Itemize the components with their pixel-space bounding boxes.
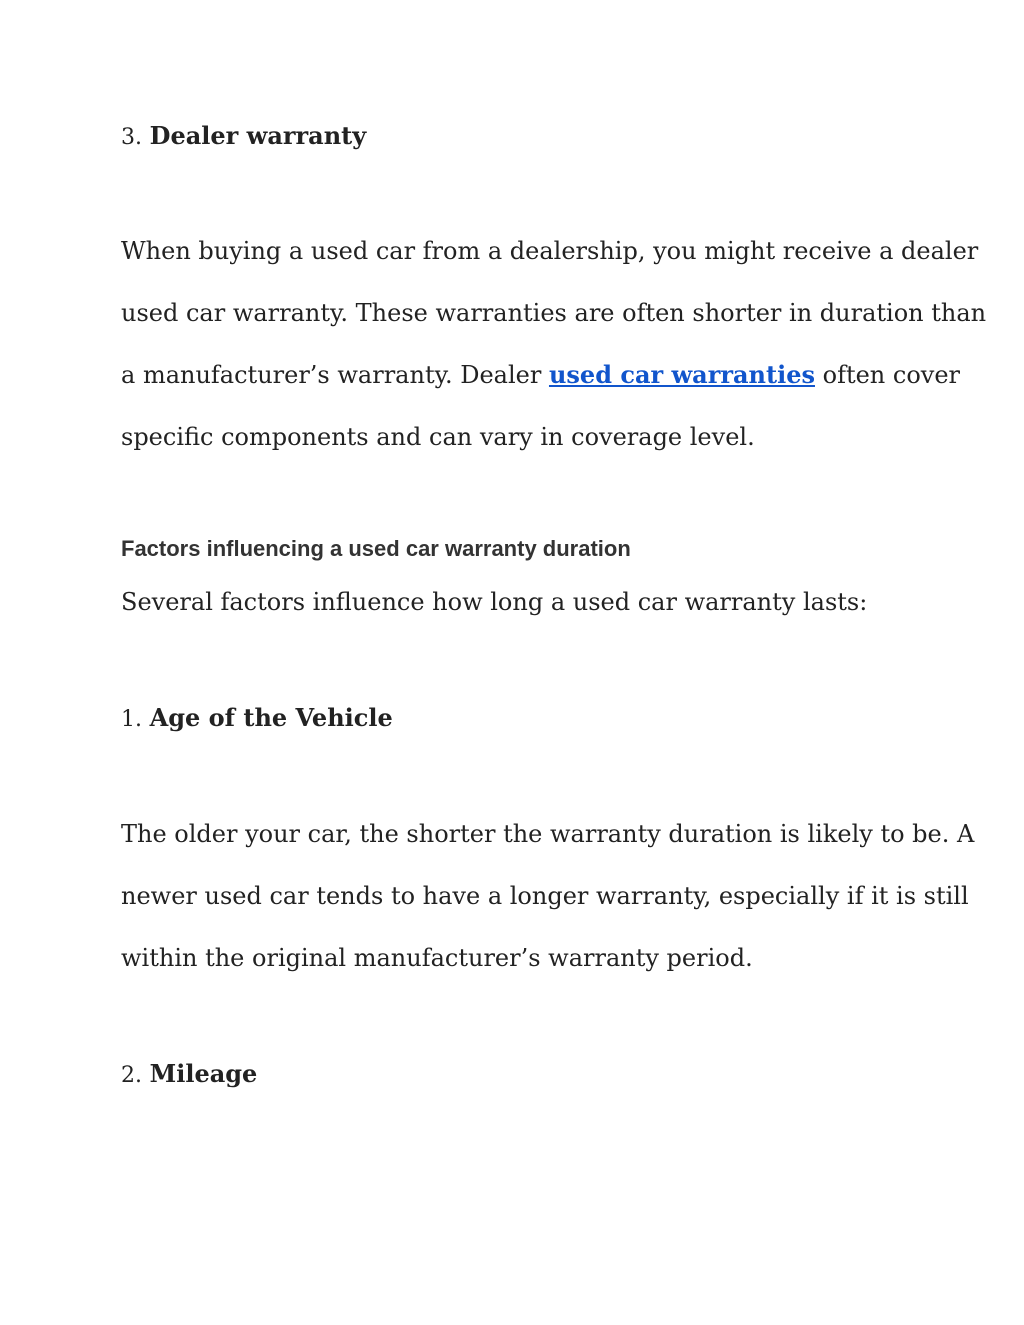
factor-2-number: 2. bbox=[121, 1063, 142, 1088]
factor-1-heading bbox=[121, 703, 393, 735]
paragraph-line: The older your car, the shorter the warranty duration is likely to be. A bbox=[121, 820, 975, 848]
used-car-warranties-link[interactable]: used car warranties bbox=[548, 360, 815, 389]
section-3-heading bbox=[121, 121, 366, 153]
factors-intro: Several factors influence how long a used car warranty lasts: bbox=[121, 588, 868, 616]
section-3-title: Dealer warranty bbox=[149, 121, 367, 150]
paragraph-line: used car warranty. These warranties are often shorter in duration than bbox=[121, 299, 987, 327]
factor-2-heading bbox=[121, 1059, 257, 1091]
factors-heading: Factors influencing a used car warranty duration bbox=[121, 536, 631, 561]
paragraph-line: newer used car tends to have a longer warranty, especially if it is still bbox=[121, 882, 969, 910]
paragraph-line: specific components and can vary in coverage level. bbox=[121, 423, 755, 451]
paragraph-text: often cover bbox=[822, 361, 961, 389]
paragraph-line: within the original manufacturer’s warranty period. bbox=[121, 944, 753, 972]
factor-2-title: Mileage bbox=[149, 1059, 258, 1088]
paragraph-line bbox=[121, 360, 960, 390]
factor-1-number: 1. bbox=[121, 707, 142, 732]
section-3-number: 3. bbox=[121, 125, 142, 150]
paragraph-text: a manufacturer’s warranty. Dealer bbox=[121, 361, 542, 389]
paragraph-line: When buying a used car from a dealership, you might receive a dealer bbox=[121, 237, 979, 265]
factor-1-title: Age of the Vehicle bbox=[149, 703, 393, 732]
